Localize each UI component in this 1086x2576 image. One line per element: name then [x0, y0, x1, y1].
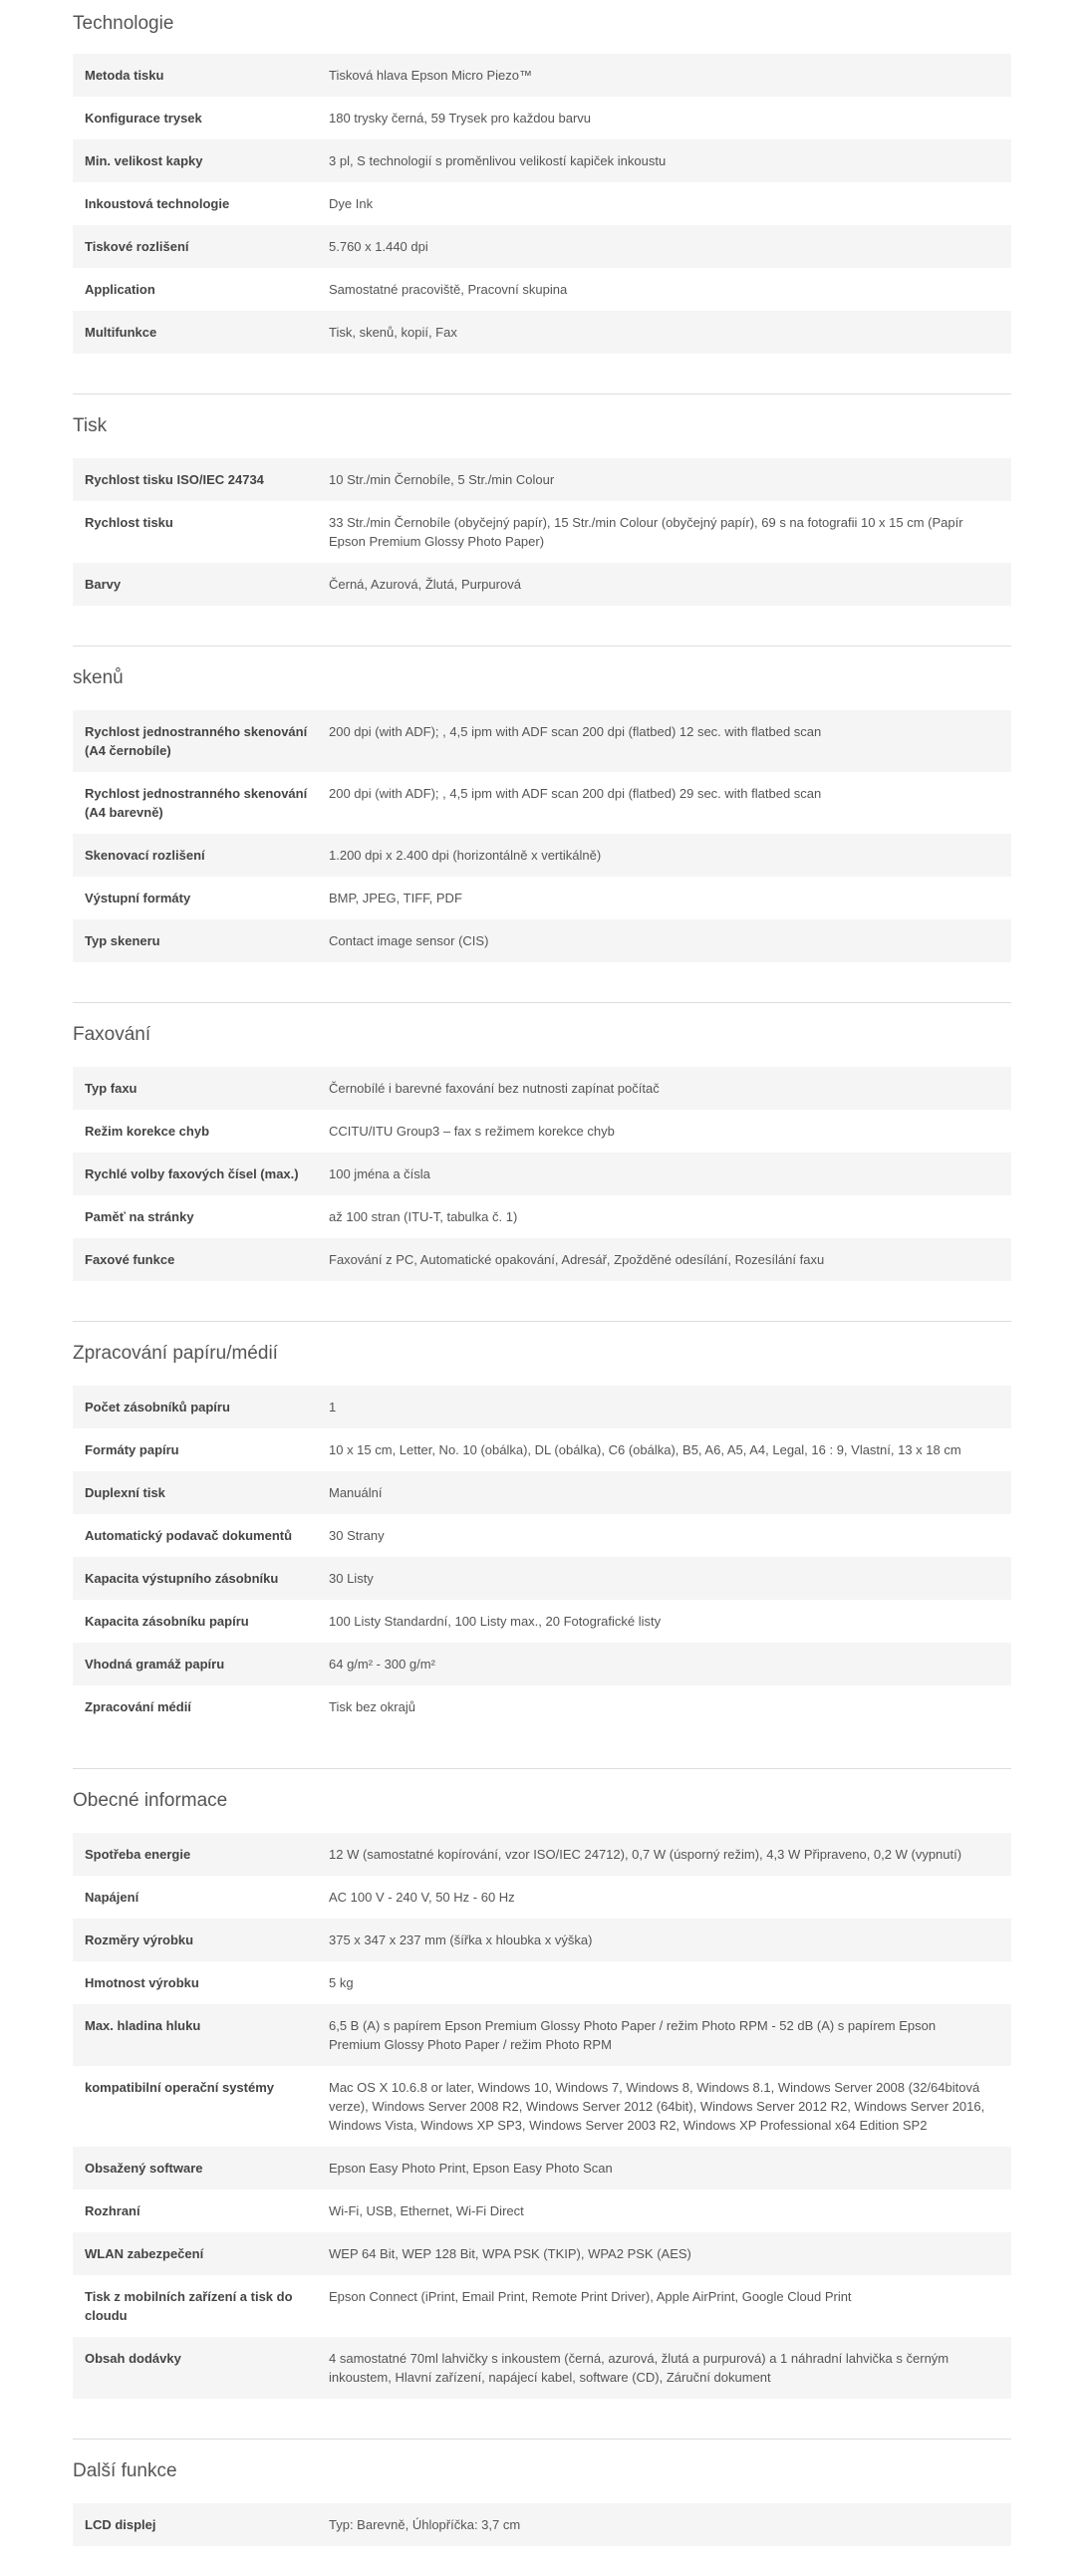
spec-label: Application — [85, 282, 155, 297]
spec-label: Obsažený software — [85, 2161, 203, 2176]
spec-value: Epson Easy Photo Print, Epson Easy Photo Scan — [329, 2161, 613, 2176]
spec-label: Kapacita výstupního zásobníku — [85, 1571, 279, 1586]
section-obecne-informace — [73, 1789, 1011, 2399]
spec-row — [73, 1514, 1011, 1557]
spec-page — [73, 12, 1011, 2546]
section-title: skenů — [73, 667, 124, 688]
spec-label: Multifunkce — [85, 325, 157, 340]
spec-value: Manuální — [329, 1485, 383, 1500]
spec-label: Kapacita zásobníku papíru — [85, 1614, 249, 1629]
spec-row — [73, 268, 1011, 311]
spec-row — [73, 1876, 1011, 1919]
spec-row — [73, 97, 1011, 139]
spec-label: Min. velikost kapky — [85, 153, 203, 168]
spec-table — [73, 2503, 1011, 2546]
spec-label: Rychlé volby faxových čísel (max.) — [85, 1166, 299, 1181]
spec-row — [73, 1961, 1011, 2004]
spec-row — [73, 563, 1011, 606]
spec-row — [73, 1195, 1011, 1238]
spec-label: Rozhraní — [85, 2203, 140, 2218]
spec-value: 12 W (samostatné kopírování, vzor ISO/IEC 24712), 0,7 W (úsporný režim), 4,3 W Připraveno, 0,2 W (vypnutí) — [329, 1847, 962, 1862]
spec-row — [73, 1919, 1011, 1961]
spec-row — [73, 772, 1011, 834]
spec-label: Typ faxu — [85, 1081, 137, 1096]
spec-value: Tisková hlava Epson Micro Piezo™ — [329, 68, 532, 83]
spec-label: Režim korekce chyb — [85, 1124, 210, 1139]
spec-label: Metoda tisku — [85, 68, 164, 83]
section-skenu — [73, 666, 1011, 962]
spec-label: Faxové funkce — [85, 1252, 175, 1267]
spec-label: Obsah dodávky — [85, 2351, 181, 2366]
spec-value: 1.200 dpi x 2.400 dpi (horizontálně x vertikálně) — [329, 848, 602, 863]
spec-row — [73, 501, 1011, 563]
spec-row — [73, 182, 1011, 225]
spec-row — [73, 2275, 1011, 2337]
spec-table — [73, 54, 1011, 354]
spec-row — [73, 2066, 1011, 2147]
spec-value: 33 Str./min Černobíle (obyčejný papír), 15 Str./min Colour (obyčejný papír), 69 s na fotografii 10 x 15 cm (Papír Epson Premium Glossy Photo Paper) — [329, 515, 963, 549]
spec-label: Duplexní tisk — [85, 1485, 165, 1500]
section-divider — [73, 1002, 1011, 1003]
spec-row — [73, 877, 1011, 919]
spec-value: Wi-Fi, USB, Ethernet, Wi-Fi Direct — [329, 2203, 524, 2218]
spec-value: 30 Strany — [329, 1528, 385, 1543]
section-tisk — [73, 414, 1011, 606]
spec-value: 30 Listy — [329, 1571, 374, 1586]
spec-row — [73, 225, 1011, 268]
spec-row — [73, 710, 1011, 772]
spec-row — [73, 2190, 1011, 2232]
spec-label: Formáty papíru — [85, 1442, 179, 1457]
spec-value: 10 Str./min Černobíle, 5 Str./min Colour — [329, 472, 555, 487]
spec-row — [73, 1428, 1011, 1471]
spec-row — [73, 1386, 1011, 1428]
spec-label: Barvy — [85, 577, 122, 592]
spec-value: 3 pl, S technologií s proměnlivou velikostí kapiček inkoustu — [329, 153, 667, 168]
section-title: Další funkce — [73, 2460, 177, 2481]
spec-row — [73, 1600, 1011, 1643]
section-dalsi-funkce — [73, 2459, 1011, 2546]
section-title: Faxování — [73, 1024, 151, 1045]
spec-label: Konfigurace trysek — [85, 111, 202, 126]
section-divider — [73, 645, 1011, 646]
spec-label: Napájení — [85, 1890, 139, 1905]
spec-label: Skenovací rozlišení — [85, 848, 205, 863]
spec-label: Max. hladina hluku — [85, 2018, 201, 2033]
section-divider — [73, 2439, 1011, 2440]
spec-table — [73, 1386, 1011, 1728]
spec-label: Hmotnost výrobku — [85, 1975, 199, 1990]
spec-value: BMP, JPEG, TIFF, PDF — [329, 891, 462, 905]
spec-table — [73, 1833, 1011, 2399]
section-divider — [73, 1768, 1011, 1769]
spec-row — [73, 54, 1011, 97]
spec-label: Spotřeba energie — [85, 1847, 191, 1862]
spec-label: Rychlost jednostranného skenování (A4 černobíle) — [85, 724, 308, 758]
spec-value: 6,5 B (A) s papírem Epson Premium Glossy Photo Paper / režim Photo RPM - 52 dB (A) s papírem Epson Premium Glossy Photo Paper / režim Photo RPM — [329, 2018, 937, 2052]
spec-label: Automatický podavač dokumentů — [85, 1528, 293, 1543]
spec-label: Rychlost tisku — [85, 515, 173, 530]
section-technologie — [73, 12, 1011, 354]
spec-row — [73, 1833, 1011, 1876]
spec-value: 4 samostatné 70ml lahvičky s inkoustem (černá, azurová, žlutá a purpurová) a 1 náhradní lahvička s černým inkoustem, Hlavní zařízení, napájecí kabel, software (CD), Záruční dokument — [329, 2351, 950, 2385]
section-divider — [73, 393, 1011, 394]
spec-row — [73, 1643, 1011, 1685]
spec-label: Rychlost tisku ISO/IEC 24734 — [85, 472, 264, 487]
spec-value: Epson Connect (iPrint, Email Print, Remote Print Driver), Apple AirPrint, Google Cloud Print — [329, 2289, 852, 2304]
spec-value: CCITU/ITU Group3 – fax s režimem korekce chyb — [329, 1124, 615, 1139]
spec-value: Černobílé i barevné faxování bez nutnosti zapínat počítač — [329, 1081, 660, 1096]
spec-value: Typ: Barevně, Úhlopříčka: 3,7 cm — [329, 2517, 521, 2532]
spec-value: 180 trysky černá, 59 Trysek pro každou barvu — [329, 111, 592, 126]
spec-row — [73, 458, 1011, 501]
spec-value: 200 dpi (with ADF); , 4,5 ipm with ADF scan 200 dpi (flatbed) 29 sec. with flatbed scan — [329, 786, 822, 801]
spec-row — [73, 2503, 1011, 2546]
spec-label: Rozměry výrobku — [85, 1932, 194, 1947]
spec-row — [73, 1067, 1011, 1110]
spec-value: Tisk, skenů, kopií, Fax — [329, 325, 457, 340]
spec-row — [73, 1557, 1011, 1600]
spec-label: Tiskové rozlišení — [85, 239, 189, 254]
spec-value: Mac OS X 10.6.8 or later, Windows 10, Windows 7, Windows 8, Windows 8.1, Windows Server 2008 (32/64bitová verze), Windows Server 2008 R2, Windows Server 2012 (64bit), Windows Server 2012 R2, Windows Server 2016, Windows Vista, Windows XP SP3, Windows Server 2003 R2, Windows XP Professional x64 Edition SP2 — [329, 2080, 985, 2133]
spec-value: až 100 stran (ITU-T, tabulka č. 1) — [329, 1209, 518, 1224]
spec-value: 100 jména a čísla — [329, 1166, 430, 1181]
spec-label: Inkoustová technologie — [85, 196, 230, 211]
spec-label: Zpracování médií — [85, 1699, 191, 1714]
spec-label: Výstupní formáty — [85, 891, 191, 905]
spec-value: Černá, Azurová, Žlutá, Purpurová — [329, 577, 521, 592]
spec-value: Dye Ink — [329, 196, 374, 211]
section-title: Tisk — [73, 415, 108, 436]
spec-label: Typ skeneru — [85, 933, 160, 948]
spec-table — [73, 1067, 1011, 1281]
spec-table — [73, 710, 1011, 962]
spec-label: LCD displej — [85, 2517, 156, 2532]
spec-value: 100 Listy Standardní, 100 Listy max., 20 Fotografické listy — [329, 1614, 662, 1629]
spec-row — [73, 1110, 1011, 1153]
spec-label: Paměť na stránky — [85, 1209, 194, 1224]
section-title: Obecné informace — [73, 1790, 228, 1811]
spec-row — [73, 2232, 1011, 2275]
spec-label: Rychlost jednostranného skenování (A4 barevně) — [85, 786, 308, 820]
spec-table — [73, 458, 1011, 606]
spec-row — [73, 1153, 1011, 1195]
spec-value: Tisk bez okrajů — [329, 1699, 415, 1714]
section-title: Zpracování papíru/médií — [73, 1343, 278, 1364]
spec-value: 10 x 15 cm, Letter, No. 10 (obálka), DL (obálka), C6 (obálka), B5, A6, A5, A4, Legal, 16 : 9, Vlastní, 13 x 18 cm — [329, 1442, 961, 1457]
spec-value: 200 dpi (with ADF); , 4,5 ipm with ADF scan 200 dpi (flatbed) 12 sec. with flatbed scan — [329, 724, 822, 739]
section-faxovani — [73, 1023, 1011, 1281]
spec-row — [73, 311, 1011, 354]
spec-value: AC 100 V - 240 V, 50 Hz - 60 Hz — [329, 1890, 515, 1905]
spec-value: Contact image sensor (CIS) — [329, 933, 489, 948]
spec-row — [73, 834, 1011, 877]
spec-label: kompatibilní operační systémy — [85, 2080, 275, 2095]
spec-value: WEP 64 Bit, WEP 128 Bit, WPA PSK (TKIP), WPA2 PSK (AES) — [329, 2246, 691, 2261]
spec-label: Počet zásobníků papíru — [85, 1400, 230, 1415]
spec-row — [73, 139, 1011, 182]
spec-value: 64 g/m² - 300 g/m² — [329, 1657, 435, 1672]
spec-value: Faxování z PC, Automatické opakování, Adresář, Zpožděné odesílání, Rozesílání faxu — [329, 1252, 825, 1267]
spec-label: Vhodná gramáž papíru — [85, 1657, 225, 1672]
spec-row — [73, 1685, 1011, 1728]
spec-row — [73, 2337, 1011, 2399]
section-title: Technologie — [73, 13, 174, 34]
spec-value: 1 — [329, 1400, 337, 1415]
spec-row — [73, 1471, 1011, 1514]
section-zpracovani-papiru — [73, 1342, 1011, 1728]
spec-value: Samostatné pracoviště, Pracovní skupina — [329, 282, 568, 297]
spec-row — [73, 1238, 1011, 1281]
spec-label: WLAN zabezpečení — [85, 2246, 204, 2261]
spec-row — [73, 2004, 1011, 2066]
spec-row — [73, 2147, 1011, 2190]
spec-value: 375 x 347 x 237 mm (šířka x hloubka x výška) — [329, 1932, 593, 1947]
spec-label: Tisk z mobilních zařízení a tisk do cloudu — [85, 2289, 293, 2323]
section-divider — [73, 1321, 1011, 1322]
spec-row — [73, 919, 1011, 962]
spec-value: 5 kg — [329, 1975, 354, 1990]
spec-value: 5.760 x 1.440 dpi — [329, 239, 428, 254]
